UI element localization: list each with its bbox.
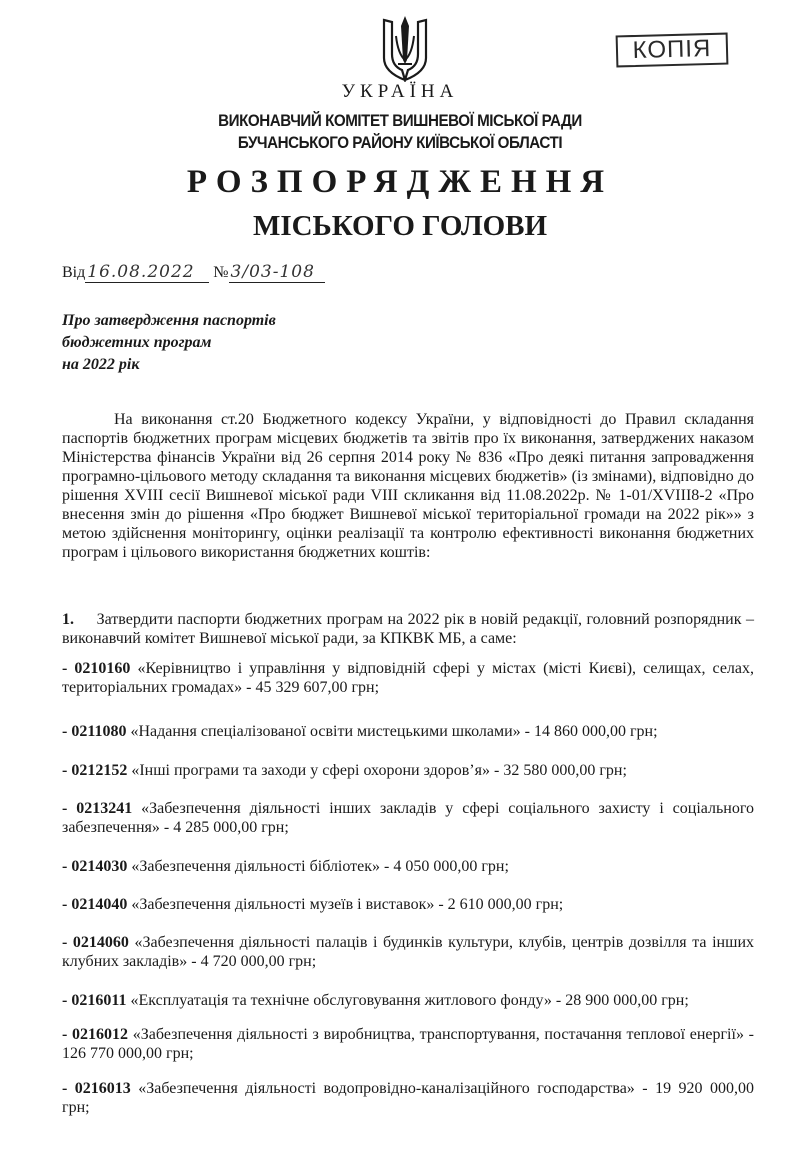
program-code: - 0214040 <box>62 896 128 913</box>
point-text: Затвердити паспорти бюджетних програм на 2022 рік в новій редакції, головний розпорядник – виконавчий комітет Вишневої міської ради, за КПКВК МБ, а саме: <box>62 611 754 647</box>
number-label: № <box>213 264 229 281</box>
handwritten-date: 16.08.2022 <box>85 262 209 283</box>
program-code: - 0211080 <box>62 723 127 740</box>
program-text: «Інші програми та заходи у сфері охорони здоров’я» - 32 580 000,00 грн; <box>127 762 627 779</box>
budget-program-item <box>62 933 754 971</box>
intro-paragraph: На виконання ст.20 Бюджетного кодексу України, у відповідності до Правил складання паспортів бюджетних програм місцевих бюджетів та звітів про їх виконання, затверджених наказом Міністерства фінансів України від 26 серпня 2014 року № 836 «Про деякі питання запровадження програмно-цільового методу складання та виконання місцевих бюджетів» (із змінами), відповідно до рішення XVIII сесії Вишневої міської ради VIII скликання від 11.08.2022р. № 1-01/XVIII8-2 «Про внесення змін до рішення «Про бюджет Вишневої міської територіальної громади на 2022 рік»» з метою здійснення моніторингу, оцінки реалізації та контролю ефективності виконання бюджетних програм і цільового використання бюджетних коштів: <box>62 411 754 561</box>
committee-name: ВИКОНАВЧИЙ КОМІТЕТ ВИШНЕВОЇ МІСЬКОЇ РАДИ <box>218 112 582 130</box>
program-text: «Забезпечення діяльності з виробництва, транспортування, постачання теплової енергії» - 126 770 000,00 грн; <box>62 1026 755 1062</box>
document-issuer: МІСЬКОГО ГОЛОВИ <box>252 210 548 242</box>
program-code: - 0216012 <box>62 1026 129 1043</box>
subject-line: бюджетних програм <box>62 334 212 351</box>
program-text: «Забезпечення діяльності бібліотек» - 4 050 000,00 грн; <box>127 858 509 875</box>
point-number: 1. <box>62 611 74 628</box>
program-code: - 0212152 <box>62 762 128 779</box>
subject-line: Про затвердження паспортів <box>62 312 276 329</box>
program-code: - 0210160 <box>62 660 131 677</box>
copy-stamp: КОПІЯ <box>616 33 729 68</box>
point-1 <box>62 610 754 648</box>
document-type: РОЗПОРЯДЖЕННЯ <box>186 164 614 200</box>
subject-heading <box>62 310 276 376</box>
program-text: «Надання спеціалізованої освіти мистецькими школами» - 14 860 000,00 грн; <box>126 723 658 740</box>
budget-program-item <box>62 799 754 837</box>
budget-program-item <box>62 991 754 1010</box>
program-code: - 0216013 <box>62 1080 131 1097</box>
budget-program-item <box>62 722 754 741</box>
budget-program-item <box>62 761 754 780</box>
budget-program-item <box>62 659 754 697</box>
program-code: - 0213241 <box>62 800 133 817</box>
budget-program-item <box>62 895 754 914</box>
program-code: - 0214030 <box>62 858 128 875</box>
program-text: «Експлуатація та технічне обслуговування житлового фонду» - 28 900 000,00 грн; <box>126 992 689 1009</box>
dateline <box>62 262 325 283</box>
committee-region: БУЧАНСЬКОГО РАЙОНУ КИЇВСЬКОЇ ОБЛАСТІ <box>237 134 563 152</box>
program-text: «Забезпечення діяльності музеїв і виставок» - 2 610 000,00 грн; <box>127 896 564 913</box>
budget-program-item <box>62 857 754 876</box>
date-label: Від <box>62 264 86 281</box>
trident-emblem-icon <box>378 14 432 82</box>
program-text: «Забезпечення діяльності інших закладів у сфері соціального захисту і соціального забезпечення» - 4 285 000,00 грн; <box>62 800 755 836</box>
country-name: УКРАЇНА <box>341 81 459 102</box>
program-text: «Забезпечення діяльності палаців і будинків культури, клубів, центрів дозвілля та інших клубних закладів» - 4 720 000,00 грн; <box>62 934 755 970</box>
budget-program-item <box>62 1025 754 1063</box>
subject-line: на 2022 рік <box>62 356 140 373</box>
handwritten-number: 3/03-108 <box>229 262 325 283</box>
program-code: - 0216011 <box>62 992 127 1009</box>
budget-program-item <box>62 1079 754 1117</box>
program-text: «Забезпечення діяльності водопровідно-каналізаційного господарства» - 19 920 000,00 грн; <box>62 1080 755 1116</box>
program-text: «Керівництво і управління у відповідній сфері у містах (місті Києві), селищах, селах, територіальних громадах» - 45 329 607,00 грн; <box>62 660 755 696</box>
program-code: - 0214060 <box>62 934 129 951</box>
